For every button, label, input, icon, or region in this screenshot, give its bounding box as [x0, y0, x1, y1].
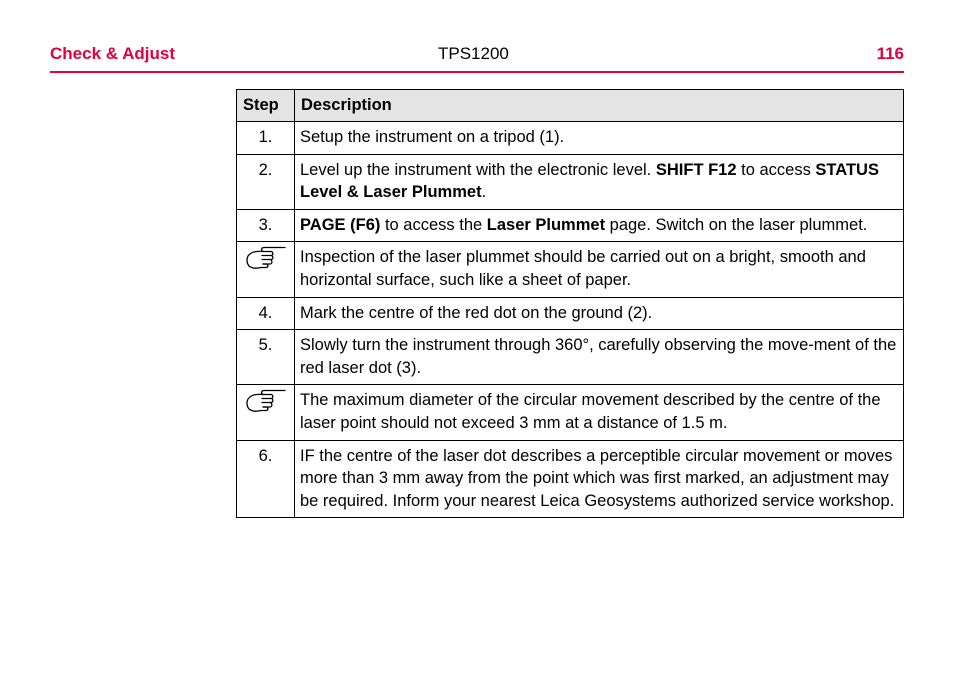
table-row-note	[237, 385, 904, 440]
step-description	[295, 209, 904, 242]
step-number: 6.	[237, 440, 295, 518]
description-text: page. Switch on the laser plummet.	[605, 215, 868, 234]
column-header-step: Step	[237, 90, 295, 122]
description-text: to access the	[380, 215, 487, 234]
pointing-hand-icon	[243, 244, 287, 270]
step-number: 5.	[237, 330, 295, 385]
step-number: 4.	[237, 297, 295, 330]
note-icon-cell	[237, 385, 295, 440]
screen-name: STATUS Level & Laser Plummet	[300, 160, 879, 202]
step-number: 2.	[237, 154, 295, 209]
table-row	[237, 330, 904, 385]
key-command: PAGE (F6)	[300, 215, 381, 234]
page-number: 116	[876, 44, 904, 63]
table-row	[237, 154, 904, 209]
table-row	[237, 209, 904, 242]
table-header-row	[237, 90, 904, 122]
page-header	[50, 44, 904, 66]
procedure-table	[236, 89, 904, 518]
step-description: IF the centre of the laser dot describes a perceptible circular movement or moves more than 3 mm away from the point which was first marked, an adjustment may be required. Inform your nearest Leica Geosystems authorized service workshop.	[295, 440, 904, 518]
page-name: Laser Plummet	[486, 215, 606, 234]
step-description: Mark the centre of the red dot on the ground (2).	[295, 297, 904, 330]
key-command: SHIFT F12	[655, 160, 737, 179]
table-row	[237, 122, 904, 155]
section-title: Check & Adjust	[50, 44, 176, 63]
step-description: Slowly turn the instrument through 360°, carefully observing the move-ment of the red laser dot (3).	[295, 330, 904, 385]
description-text: to access	[736, 160, 816, 179]
note-text: The maximum diameter of the circular movement described by the centre of the laser point should not exceed 3 mm at a distance of 1.5 m.	[295, 385, 904, 440]
product-name: TPS1200	[438, 44, 509, 63]
step-description: Setup the instrument on a tripod (1).	[295, 122, 904, 155]
column-header-description: Description	[295, 90, 904, 122]
table-row	[237, 440, 904, 518]
step-number: 3.	[237, 209, 295, 242]
description-text: .	[481, 183, 487, 202]
step-number: 1.	[237, 122, 295, 155]
note-text: Inspection of the laser plummet should be carried out on a bright, smooth and horizontal surface, such like a sheet of paper.	[295, 242, 904, 297]
table-row-note	[237, 242, 904, 297]
step-description	[295, 154, 904, 209]
pointing-hand-icon	[243, 387, 287, 413]
note-icon-cell	[237, 242, 295, 297]
header-rule	[50, 71, 904, 73]
description-text: Level up the instrument with the electronic level.	[300, 160, 656, 179]
table-row	[237, 297, 904, 330]
